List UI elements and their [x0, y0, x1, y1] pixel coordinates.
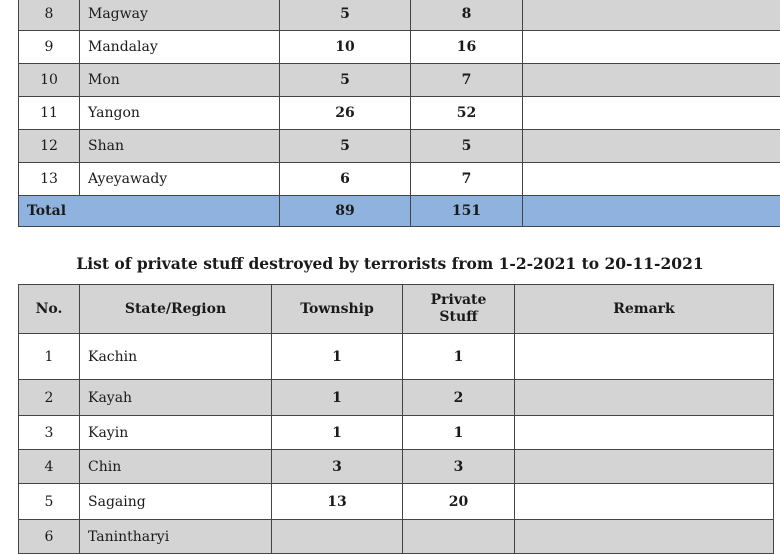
row-number: 8: [19, 0, 80, 31]
header-private-stuff: [403, 285, 515, 334]
state-region: Chin: [80, 450, 272, 484]
table-title: List of private stuff destroyed by terrorists from 1-2-2021 to 20-11-2021: [0, 254, 780, 273]
remark: [523, 64, 780, 97]
total-remark: [523, 196, 780, 227]
header-state-region: State/Region: [80, 285, 272, 334]
township-count: 10: [280, 31, 411, 64]
stuff-count: 7: [411, 163, 523, 196]
row-number: 13: [19, 163, 80, 196]
state-region: Yangon: [80, 97, 280, 130]
table-row: [19, 334, 774, 380]
remark: [523, 130, 780, 163]
state-region: Ayeyawady: [80, 163, 280, 196]
remark: [515, 416, 774, 450]
township-count: 26: [280, 97, 411, 130]
state-region: Sagaing: [80, 484, 272, 520]
row-number: 10: [19, 64, 80, 97]
header-private-stuff-text: Private Stuff: [428, 292, 490, 326]
township-count: [272, 520, 403, 554]
township-count: 3: [272, 450, 403, 484]
table-row: [19, 64, 780, 97]
remark: [515, 520, 774, 554]
table-row: [19, 130, 780, 163]
stuff-count: 52: [411, 97, 523, 130]
header-remark: Remark: [515, 285, 774, 334]
row-number: 12: [19, 130, 80, 163]
row-number: 9: [19, 31, 80, 64]
remark: [515, 484, 774, 520]
private-stuff-table: [18, 284, 774, 554]
remark: [515, 334, 774, 380]
township-count: 5: [280, 64, 411, 97]
destroyed-stuff-table-continued: [18, 0, 780, 227]
township-count: 13: [272, 484, 403, 520]
stuff-count: 7: [411, 64, 523, 97]
table-row: [19, 163, 780, 196]
township-count: 6: [280, 163, 411, 196]
table-row: [19, 380, 774, 416]
stuff-count: 5: [411, 130, 523, 163]
township-count: 1: [272, 334, 403, 380]
remark: [523, 163, 780, 196]
header-township: Township: [272, 285, 403, 334]
stuff-count: [403, 520, 515, 554]
stuff-count: 1: [403, 334, 515, 380]
stuff-count: 2: [403, 380, 515, 416]
remark: [523, 0, 780, 31]
stuff-count: 3: [403, 450, 515, 484]
remark: [523, 97, 780, 130]
stuff-count: 8: [411, 0, 523, 31]
state-region: Kayah: [80, 380, 272, 416]
table-row: [19, 31, 780, 64]
township-count: 1: [272, 416, 403, 450]
table-row: [19, 97, 780, 130]
remark: [515, 380, 774, 416]
remark: [523, 31, 780, 64]
table-row: [19, 416, 774, 450]
township-count: 1: [272, 380, 403, 416]
table-row: [19, 484, 774, 520]
state-region: Mandalay: [80, 31, 280, 64]
state-region: Shan: [80, 130, 280, 163]
stuff-count: 16: [411, 31, 523, 64]
total-township: 89: [280, 196, 411, 227]
row-number: 2: [19, 380, 80, 416]
stuff-count: 20: [403, 484, 515, 520]
row-number: 5: [19, 484, 80, 520]
table-row: [19, 0, 780, 31]
remark: [515, 450, 774, 484]
total-label: Total: [19, 196, 280, 227]
state-region: Mon: [80, 64, 280, 97]
table-row: [19, 520, 774, 554]
row-number: 4: [19, 450, 80, 484]
stuff-count: 1: [403, 416, 515, 450]
township-count: 5: [280, 130, 411, 163]
township-count: 5: [280, 0, 411, 31]
total-row: [19, 196, 780, 227]
row-number: 6: [19, 520, 80, 554]
row-number: 1: [19, 334, 80, 380]
state-region: Kayin: [80, 416, 272, 450]
state-region: Tanintharyi: [80, 520, 272, 554]
state-region: Magway: [80, 0, 280, 31]
total-count: 151: [411, 196, 523, 227]
row-number: 3: [19, 416, 80, 450]
table-header-row: [19, 285, 774, 334]
row-number: 11: [19, 97, 80, 130]
header-no: No.: [19, 285, 80, 334]
table-row: [19, 450, 774, 484]
state-region: Kachin: [80, 334, 272, 380]
